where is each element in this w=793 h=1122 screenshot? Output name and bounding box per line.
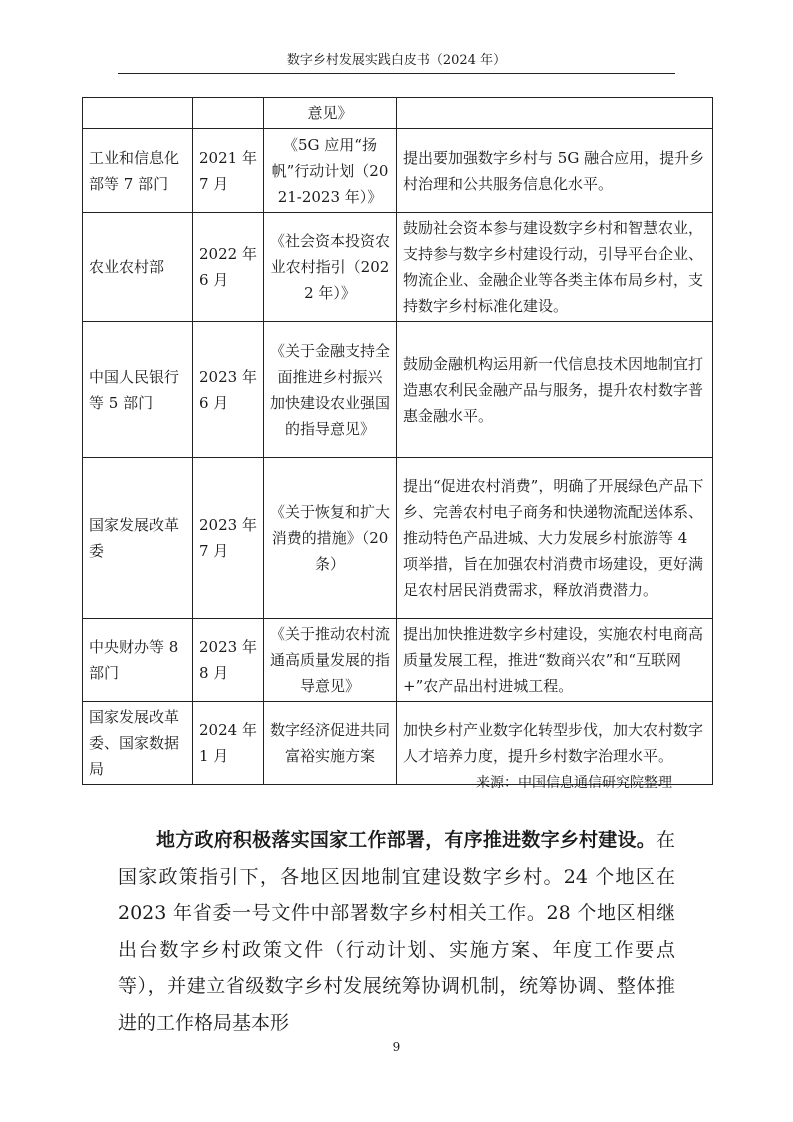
header-rule	[118, 73, 675, 74]
cell-date: 2023 年 7 月	[193, 458, 264, 619]
cell-description: 鼓励金融机构运用新一代信息技术因地制宜打造惠农利民金融产品与服务，提升农村数字普惠金融水平。	[397, 322, 713, 458]
cell-document: 意见》	[264, 98, 397, 129]
cell-document: 《关于推动农村流通高质量发展的指导意见》	[264, 619, 397, 702]
policy-table	[82, 97, 713, 785]
source-note: 来源：中国信息通信研究院整理	[476, 775, 672, 791]
cell-document: 《社会资本投资农业农村指引（2022 年）》	[264, 213, 397, 322]
cell-department: 农业农村部	[83, 213, 193, 322]
cell-description: 提出要加强数字乡村与 5G 融合应用，提升乡村治理和公共服务信息化水平。	[397, 129, 713, 213]
cell-department: 中央财办等 8 部门	[83, 619, 193, 702]
cell-document: 《关于恢复和扩大消费的措施》（20 条）	[264, 458, 397, 619]
cell-date: 2023 年 6 月	[193, 322, 264, 458]
cell-department: 国家发展改革委	[83, 458, 193, 619]
table-row	[83, 322, 713, 458]
table-row	[83, 458, 713, 619]
cell-date	[193, 98, 264, 129]
page-number: 9	[392, 1040, 401, 1054]
cell-description: 提出“促进农村消费”，明确了开展绿色产品下乡、完善农村电子商务和快递物流配送体系、推动特色产品进城、大力发展乡村旅游等 4 项举措，旨在加强农村消费市场建设，更好满足农村居民消费需求，释放消费潜力。	[397, 458, 713, 619]
paragraph-text: 在国家政策指引下，各地区因地制宜建设数字乡村。24 个地区在 2023 年省委一号文件中部署数字乡村相关工作。28 个地区相继出台数字乡村政策文件（行动计划、实施方案、年度工作要点等），并建立省级数字乡村发展统筹协调机制，统筹协调、整体推进的工作格局基本形	[118, 829, 675, 1034]
cell-date: 2023 年 8 月	[193, 619, 264, 702]
cell-description	[397, 98, 713, 129]
cell-date: 2022 年 6 月	[193, 213, 264, 322]
paragraph-lead: 地方政府积极落实国家工作部署，有序推进数字乡村建设。	[156, 829, 656, 851]
running-header: 数字乡村发展实践白皮书（2024 年）	[286, 53, 507, 68]
cell-description: 鼓励社会资本参与建设数字乡村和智慧农业，支持参与数字乡村建设行动，引导平台企业、物流企业、金融企业等各类主体布局乡村，支持数字乡村标准化建设。	[397, 213, 713, 322]
body-paragraph	[118, 822, 675, 1041]
table-row	[83, 619, 713, 702]
cell-department: 工业和信息化部等 7 部门	[83, 129, 193, 213]
cell-document: 数字经济促进共同富裕实施方案	[264, 702, 397, 785]
cell-date: 2024 年 1 月	[193, 702, 264, 785]
cell-department: 国家发展改革委、国家数据局	[83, 702, 193, 785]
cell-department	[83, 98, 193, 129]
table-row	[83, 98, 713, 129]
cell-department: 中国人民银行等 5 部门	[83, 322, 193, 458]
cell-date: 2021 年 7 月	[193, 129, 264, 213]
cell-description: 提出加快推进数字乡村建设，实施农村电商高质量发展工程，推进“数商兴农”和“互联网+”农产品出村进城工程。	[397, 619, 713, 702]
cell-description: 加快乡村产业数字化转型步伐，加大农村数字人才培养力度，提升乡村数字治理水平。	[397, 702, 713, 785]
cell-document: 《关于金融支持全面推进乡村振兴 加快建设农业强国的指导意见》	[264, 322, 397, 458]
cell-document: 《5G 应用“扬帆”行动计划（2021-2023 年）》	[264, 129, 397, 213]
table-row	[83, 129, 713, 213]
table-row	[83, 213, 713, 322]
